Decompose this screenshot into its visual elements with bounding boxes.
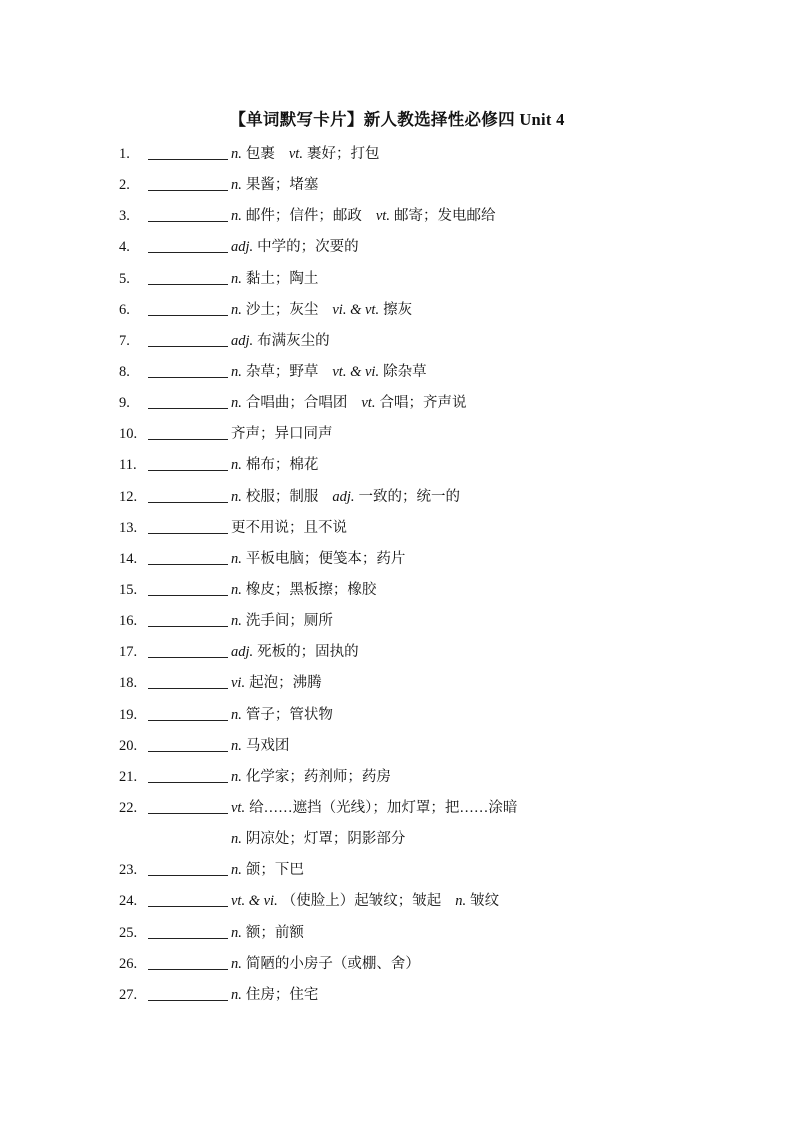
definition [231,579,376,601]
vocabulary-list [0,143,794,1015]
answer-blank[interactable] [148,1000,228,1001]
definition [231,517,347,539]
part-of-speech: n. [231,581,242,598]
answer-blank[interactable] [148,502,228,503]
item-number: 13. [119,519,138,536]
list-item [0,330,794,361]
list-item [0,361,794,392]
part-of-speech: n. [231,301,242,318]
list-item [0,766,794,797]
definition [231,797,517,819]
answer-blank[interactable] [148,595,228,596]
part-of-speech: vt. & vi. [332,363,380,380]
meaning-text: 更不用说；且不说 [231,519,347,536]
part-of-speech: n. [231,270,242,287]
part-of-speech: n. [231,924,242,941]
meaning-text: 死板的；固执的 [257,644,359,661]
list-item [0,486,794,517]
list-item [0,859,794,890]
part-of-speech: n. [231,488,242,505]
list-item [0,423,794,454]
meaning-text: 橡皮；黑板擦；橡胶 [245,581,377,598]
item-number: 21. [119,768,138,785]
part-of-speech: n. [231,550,242,567]
definition [231,672,322,694]
answer-blank[interactable] [148,408,228,409]
list-item [0,610,794,641]
answer-blank[interactable] [148,782,228,783]
item-number: 2. [119,177,130,194]
page-title: 【单词默写卡片】新人教选择性必修四 Unit 4 [229,110,565,129]
definition [231,610,333,632]
meaning-text: 皱纹 [470,893,500,910]
part-of-speech: adj. [231,644,254,661]
item-number: 12. [119,488,138,505]
definition [231,205,495,227]
meaning-text: 化学家；药剂师；药房 [245,768,391,785]
definition [231,766,391,788]
list-item-continuation [0,828,794,859]
definition [231,423,333,445]
part-of-speech: n. [231,768,242,785]
meaning-text: 沙土；灰尘 [245,301,319,318]
answer-blank[interactable] [148,720,228,721]
meaning-text: 邮件；信件；邮政 [245,208,362,225]
answer-blank[interactable] [148,190,228,191]
meaning-text: 马戏团 [245,737,290,754]
definition [231,486,460,508]
answer-blank[interactable] [148,346,228,347]
meaning-text: 包裹 [245,146,275,162]
meaning-text: 布满灰尘的 [257,332,330,349]
answer-blank[interactable] [148,284,228,285]
list-item [0,174,794,205]
part-of-speech: n. [231,831,242,848]
meaning-text: 给……遮挡（光线）；加灯罩；把……涂暗 [249,799,518,816]
item-number: 24. [119,893,138,910]
item-number: 5. [119,270,130,287]
list-item [0,672,794,703]
part-of-speech: n. [231,955,242,972]
part-of-speech: vi. [231,675,246,692]
meaning-text: 果酱；堵塞 [245,177,319,194]
part-of-speech: n. [231,457,242,474]
part-of-speech: n. [231,395,242,412]
list-item [0,299,794,330]
item-number: 15. [119,581,138,598]
list-item [0,517,794,548]
answer-blank[interactable] [148,657,228,658]
meaning-text: 简陋的小房子（或棚、舍） [245,955,420,972]
answer-blank[interactable] [148,439,228,440]
answer-blank[interactable] [148,533,228,534]
part-of-speech: n. [231,613,242,630]
definition [231,953,420,975]
answer-blank[interactable] [148,159,228,160]
meaning-text: 颌；下巴 [245,862,304,879]
meaning-text: 阴凉处；灯罩；阴影部分 [245,831,406,848]
answer-blank[interactable] [148,875,228,876]
item-number: 22. [119,799,138,816]
definition [231,548,405,570]
answer-blank[interactable] [148,813,228,814]
list-item [0,392,794,423]
item-number: 26. [119,955,138,972]
definition [231,454,318,476]
item-number: 14. [119,550,138,567]
part-of-speech: n. [455,893,467,910]
list-item [0,236,794,267]
item-number: 25. [119,924,138,941]
meaning-text: 校服；制服 [245,488,319,505]
answer-blank[interactable] [148,252,228,253]
item-number: 9. [119,395,130,412]
item-number: 23. [119,862,138,879]
definition [231,704,333,726]
item-number: 6. [119,301,130,318]
definition [231,330,330,352]
list-item [0,953,794,984]
item-number: 17. [119,644,138,661]
answer-blank[interactable] [148,377,228,378]
definition [231,268,318,290]
item-number: 7. [119,332,130,349]
list-item [0,735,794,766]
meaning-text: 擦灰 [383,301,413,318]
part-of-speech: vt. [231,799,246,816]
answer-blank[interactable] [148,626,228,627]
definition [231,922,304,944]
part-of-speech: n. [231,737,242,754]
list-item [0,143,794,174]
list-item [0,890,794,921]
meaning-text: （使脸上）起皱纹；皱起 [281,893,442,910]
meaning-text: 住房；住宅 [245,986,319,1003]
meaning-text: 邮寄；发电邮给 [393,208,496,225]
part-of-speech: vt. & vi. [231,893,278,910]
item-number: 18. [119,675,138,692]
part-of-speech: vt. [288,146,303,162]
answer-blank[interactable] [148,751,228,752]
item-number: 3. [119,208,130,225]
meaning-text: 除杂草 [383,363,427,380]
definition [231,859,304,881]
answer-blank[interactable] [148,221,228,222]
definition [231,735,289,757]
definition [231,392,466,414]
list-item [0,984,794,1015]
list-item [0,641,794,672]
list-item [0,454,794,485]
meaning-text: 额；前额 [245,924,304,941]
item-number: 19. [119,706,138,723]
list-item [0,922,794,953]
list-item [0,548,794,579]
part-of-speech: n. [231,146,242,162]
meaning-text: 中学的；次要的 [257,239,359,256]
meaning-text: 合唱；齐声说 [379,395,467,412]
part-of-speech: n. [231,363,242,380]
list-item [0,704,794,735]
definition [231,984,318,1006]
definition [231,236,359,258]
item-number: 4. [119,239,130,256]
list-item [0,268,794,299]
item-number: 16. [119,613,138,630]
answer-blank[interactable] [148,969,228,970]
meaning-text: 起泡；沸腾 [249,675,322,692]
meaning-text: 洗手间；厕所 [245,613,333,630]
definition [231,143,379,165]
item-number: 27. [119,986,138,1003]
part-of-speech: adj. [231,332,254,349]
meaning-text: 一致的；统一的 [358,488,461,505]
answer-blank[interactable] [148,906,228,907]
meaning-text: 合唱曲；合唱团 [245,395,348,412]
definition [231,641,359,663]
meaning-text: 平板电脑；便笺本；药片 [245,550,406,567]
meaning-text: 裹好；打包 [306,146,380,162]
definition [231,890,499,912]
part-of-speech: n. [231,177,242,194]
item-number: 1. [119,146,130,162]
part-of-speech: vt. [375,208,390,225]
meaning-text: 管子；管状物 [245,706,333,723]
answer-blank[interactable] [148,688,228,689]
part-of-speech: n. [231,862,242,879]
part-of-speech: adj. [231,239,254,256]
definition [231,174,318,196]
part-of-speech: vi. & vt. [332,301,380,318]
part-of-speech: adj. [332,488,355,505]
item-number: 10. [119,426,138,443]
definition [231,299,412,321]
item-number: 8. [119,363,130,380]
definition [231,828,405,850]
list-item [0,205,794,236]
answer-blank[interactable] [148,564,228,565]
list-item [0,579,794,610]
part-of-speech: n. [231,208,242,225]
answer-blank[interactable] [148,938,228,939]
list-item [0,797,794,828]
meaning-text: 杂草；野草 [245,363,319,380]
part-of-speech: vt. [361,395,376,412]
meaning-text: 黏土；陶土 [245,270,319,287]
part-of-speech: n. [231,986,242,1003]
item-number: 11. [119,457,137,474]
item-number: 20. [119,737,138,754]
definition [231,361,427,383]
part-of-speech: n. [231,706,242,723]
answer-blank[interactable] [148,315,228,316]
meaning-text: 棉布；棉花 [245,457,319,474]
meaning-text: 齐声；异口同声 [231,426,333,443]
answer-blank[interactable] [148,470,228,471]
